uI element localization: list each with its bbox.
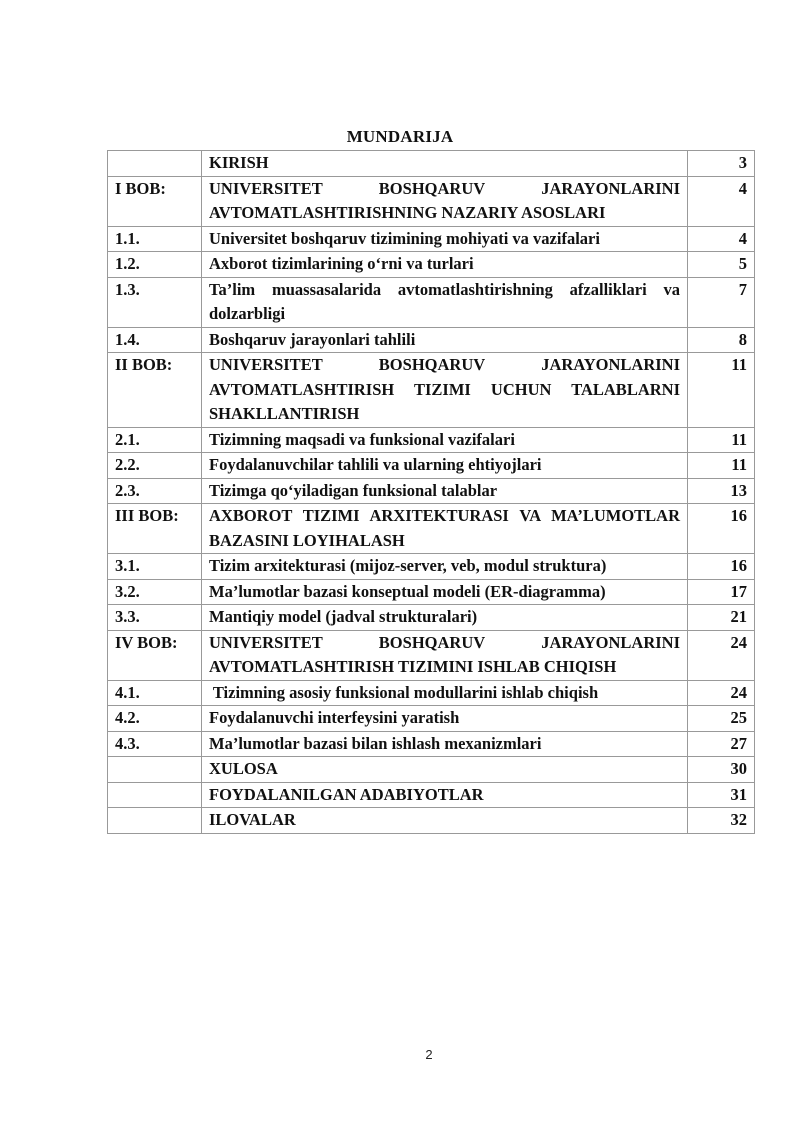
toc-number: III BOB: — [108, 504, 202, 554]
toc-page: 21 — [688, 605, 755, 631]
toc-number: 4.1. — [108, 680, 202, 706]
toc-row-chapter-1 — [108, 176, 755, 226]
toc-page: 25 — [688, 706, 755, 732]
toc-number: 4.3. — [108, 731, 202, 757]
toc-title: Ma’lumotlar bazasi konseptual modeli (ER-diagramma) — [202, 579, 688, 605]
toc-row-1-4 — [108, 327, 755, 353]
toc-number: 3.2. — [108, 579, 202, 605]
toc-number: 3.1. — [108, 554, 202, 580]
toc-title: UNIVERSITET BOSHQARUV JARAYONLARINI AVTOMATLASHTIRISHNING NAZARIY ASOSLARI — [202, 176, 688, 226]
toc-number — [108, 808, 202, 834]
toc-page: 17 — [688, 579, 755, 605]
toc-number — [108, 757, 202, 783]
toc-title: UNIVERSITET BOSHQARUV JARAYONLARINI AVTOMATLASHTIRISH TIZIMI UCHUN TALABLARNI SHAKLLANTIRISH — [202, 353, 688, 428]
toc-row-chapter-2 — [108, 353, 755, 428]
toc-row-3-2 — [108, 579, 755, 605]
document-title: MUNDARIJA — [346, 127, 454, 146]
toc-title: ILOVALAR — [202, 808, 688, 834]
toc-title: Tizimga qo‘yiladigan funksional talablar — [202, 478, 688, 504]
toc-row-2-2 — [108, 453, 755, 479]
toc-title: Tizimning asosiy funksional modullarini ishlab chiqish — [202, 680, 688, 706]
toc-page: 24 — [688, 630, 755, 680]
toc-row-xulosa — [108, 757, 755, 783]
toc-page: 16 — [688, 504, 755, 554]
toc-page: 4 — [688, 226, 755, 252]
toc-number — [108, 151, 202, 177]
toc-row-2-1 — [108, 427, 755, 453]
toc-number: I BOB: — [108, 176, 202, 226]
toc-number: 2.1. — [108, 427, 202, 453]
toc-row-1-3 — [108, 277, 755, 327]
toc-title: Axborot tizimlarining o‘rni va turlari — [202, 252, 688, 278]
toc-page: 27 — [688, 731, 755, 757]
toc-page: 24 — [688, 680, 755, 706]
toc-number: II BOB: — [108, 353, 202, 428]
toc-row-3-3 — [108, 605, 755, 631]
toc-title: Tizim arxitekturasi (mijoz-server, veb, modul struktura) — [202, 554, 688, 580]
toc-page: 30 — [688, 757, 755, 783]
toc-number: 4.2. — [108, 706, 202, 732]
toc-number: 1.3. — [108, 277, 202, 327]
toc-row-1-1 — [108, 226, 755, 252]
toc-number: 1.4. — [108, 327, 202, 353]
toc-title: Boshqaruv jarayonlari tahlili — [202, 327, 688, 353]
toc-page: 3 — [688, 151, 755, 177]
toc-title: AXBOROT TIZIMI ARXITEKTURASI VA MA’LUMOTLAR BAZASINI LOYIHALASH — [202, 504, 688, 554]
toc-row-3-1 — [108, 554, 755, 580]
toc-row-kirish — [108, 151, 755, 177]
toc-title: Foydalanuvchilar tahlili va ularning ehtiyojlari — [202, 453, 688, 479]
toc-page: 11 — [688, 353, 755, 428]
toc-number: 2.2. — [108, 453, 202, 479]
toc-row-4-2 — [108, 706, 755, 732]
toc-title: KIRISH — [202, 151, 688, 177]
toc-page: 11 — [688, 453, 755, 479]
toc-row-chapter-4 — [108, 630, 755, 680]
toc-title: Mantiqiy model (jadval strukturalari) — [202, 605, 688, 631]
toc-number: 3.3. — [108, 605, 202, 631]
toc-number — [108, 782, 202, 808]
table-of-contents — [107, 150, 755, 834]
toc-number: 2.3. — [108, 478, 202, 504]
toc-row-4-1 — [108, 680, 755, 706]
toc-title: XULOSA — [202, 757, 688, 783]
toc-row-ilovalar — [108, 808, 755, 834]
toc-page: 8 — [688, 327, 755, 353]
page-number: 2 — [425, 1047, 433, 1062]
toc-title: Ma’lumotlar bazasi bilan ishlash mexanizmlari — [202, 731, 688, 757]
toc-row-adabiyotlar — [108, 782, 755, 808]
toc-page: 16 — [688, 554, 755, 580]
toc-page: 4 — [688, 176, 755, 226]
toc-row-chapter-3 — [108, 504, 755, 554]
toc-page: 13 — [688, 478, 755, 504]
toc-number: 1.2. — [108, 252, 202, 278]
toc-page: 5 — [688, 252, 755, 278]
toc-title: UNIVERSITET BOSHQARUV JARAYONLARINI AVTOMATLASHTIRISH TIZIMINI ISHLAB CHIQISH — [202, 630, 688, 680]
toc-title: FOYDALANILGAN ADABIYOTLAR — [202, 782, 688, 808]
toc-title: Ta’lim muassasalarida avtomatlashtirishning afzalliklari va dolzarbligi — [202, 277, 688, 327]
toc-page: 31 — [688, 782, 755, 808]
toc-row-4-3 — [108, 731, 755, 757]
toc-row-1-2 — [108, 252, 755, 278]
toc-page: 7 — [688, 277, 755, 327]
toc-row-2-3 — [108, 478, 755, 504]
toc-title: Universitet boshqaruv tizimining mohiyati va vazifalari — [202, 226, 688, 252]
toc-number: 1.1. — [108, 226, 202, 252]
toc-number: IV BOB: — [108, 630, 202, 680]
toc-title: Tizimning maqsadi va funksional vazifalari — [202, 427, 688, 453]
toc-page: 11 — [688, 427, 755, 453]
toc-title: Foydalanuvchi interfeysini yaratish — [202, 706, 688, 732]
toc-page: 32 — [688, 808, 755, 834]
